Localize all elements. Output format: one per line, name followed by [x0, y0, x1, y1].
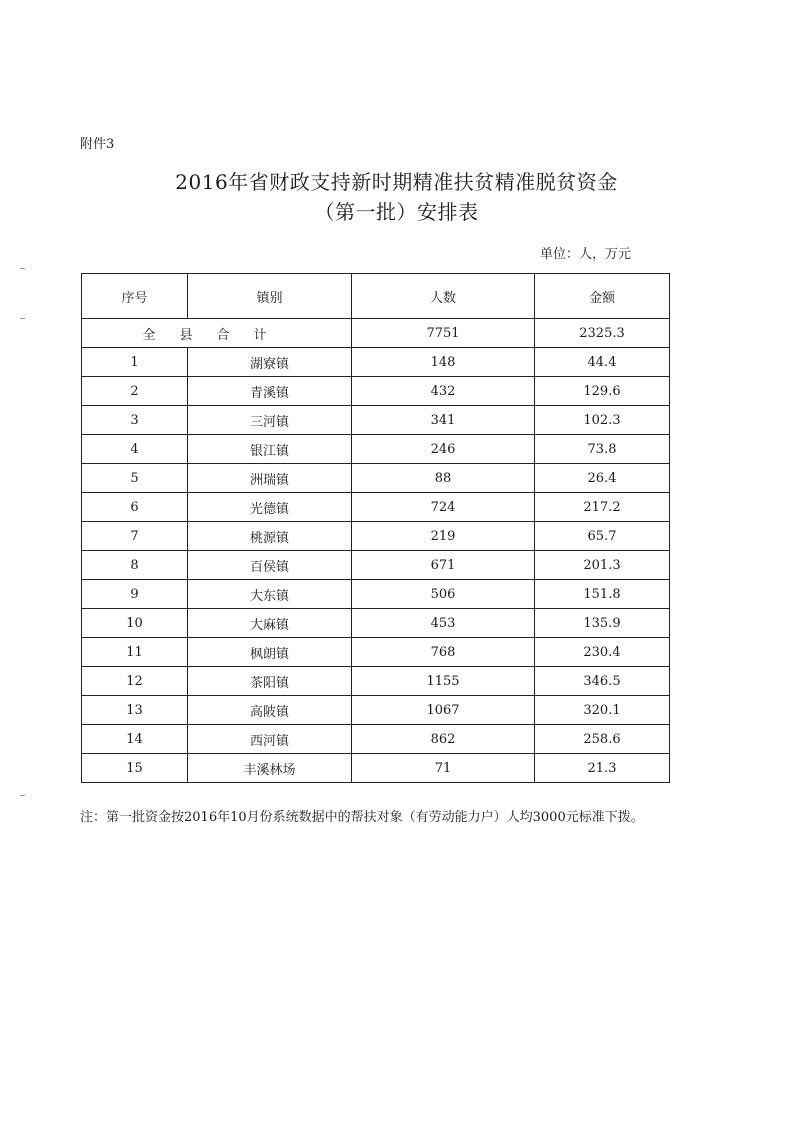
cell-people: 768 [352, 638, 535, 667]
cell-index: 6 [82, 493, 188, 522]
cell-town: 丰溪林场 [188, 754, 352, 783]
cell-amount: 320.1 [535, 696, 670, 725]
cell-index: 13 [82, 696, 188, 725]
scan-mark [20, 318, 25, 319]
cell-index: 4 [82, 435, 188, 464]
table-row [82, 696, 670, 725]
cell-index: 7 [82, 522, 188, 551]
total-amount: 2325.3 [535, 319, 670, 348]
footnote: 注：第一批资金按2016年10月份系统数据中的帮扶对象（有劳动能力户）人均3000元标准下拨。 [80, 810, 644, 825]
cell-index: 12 [82, 667, 188, 696]
cell-people: 862 [352, 725, 535, 754]
cell-amount: 44.4 [535, 348, 670, 377]
cell-town: 三河镇 [188, 406, 352, 435]
cell-amount: 73.8 [535, 435, 670, 464]
unit-label: 单位：人，万元 [540, 247, 632, 262]
cell-town: 银江镇 [188, 435, 352, 464]
header-index: 序号 [82, 274, 188, 319]
cell-town: 枫朗镇 [188, 638, 352, 667]
cell-index: 2 [82, 377, 188, 406]
scan-mark [20, 268, 25, 269]
table-row [82, 348, 670, 377]
cell-people: 453 [352, 609, 535, 638]
cell-people: 71 [352, 754, 535, 783]
scan-mark [20, 795, 25, 796]
table-row [82, 551, 670, 580]
total-people: 7751 [352, 319, 535, 348]
cell-amount: 26.4 [535, 464, 670, 493]
document-title: 2016年省财政支持新时期精准扶贫精准脱贫资金 [175, 170, 618, 194]
table-row [82, 667, 670, 696]
cell-amount: 21.3 [535, 754, 670, 783]
cell-amount: 201.3 [535, 551, 670, 580]
cell-town: 大麻镇 [188, 609, 352, 638]
cell-town: 桃源镇 [188, 522, 352, 551]
attachment-label: 附件3 [80, 137, 115, 152]
cell-index: 14 [82, 725, 188, 754]
header-people: 人数 [352, 274, 535, 319]
cell-index: 15 [82, 754, 188, 783]
cell-town: 湖寮镇 [188, 348, 352, 377]
table-header-row [82, 274, 670, 319]
allocation-table [81, 273, 670, 783]
cell-amount: 65.7 [535, 522, 670, 551]
cell-people: 341 [352, 406, 535, 435]
header-town: 镇别 [188, 274, 352, 319]
cell-index: 11 [82, 638, 188, 667]
cell-people: 1155 [352, 667, 535, 696]
cell-people: 671 [352, 551, 535, 580]
cell-people: 246 [352, 435, 535, 464]
table-row [82, 377, 670, 406]
cell-town: 青溪镇 [188, 377, 352, 406]
cell-index: 3 [82, 406, 188, 435]
cell-amount: 217.2 [535, 493, 670, 522]
cell-index: 5 [82, 464, 188, 493]
cell-amount: 346.5 [535, 667, 670, 696]
table-row [82, 435, 670, 464]
cell-people: 1067 [352, 696, 535, 725]
table-row [82, 754, 670, 783]
total-label: 全县合计 [82, 319, 352, 348]
cell-index: 10 [82, 609, 188, 638]
table-row [82, 725, 670, 754]
cell-amount: 129.6 [535, 377, 670, 406]
table-row [82, 464, 670, 493]
header-amount: 金额 [535, 274, 670, 319]
table-row [82, 406, 670, 435]
table-row [82, 493, 670, 522]
total-row [82, 319, 670, 348]
cell-town: 光德镇 [188, 493, 352, 522]
cell-amount: 258.6 [535, 725, 670, 754]
table-row [82, 522, 670, 551]
cell-town: 大东镇 [188, 580, 352, 609]
cell-people: 506 [352, 580, 535, 609]
table-row [82, 580, 670, 609]
table-row [82, 638, 670, 667]
cell-town: 百侯镇 [188, 551, 352, 580]
cell-people: 432 [352, 377, 535, 406]
cell-index: 1 [82, 348, 188, 377]
document-subtitle: （第一批）安排表 [314, 200, 479, 224]
table-row [82, 609, 670, 638]
cell-town: 茶阳镇 [188, 667, 352, 696]
cell-amount: 230.4 [535, 638, 670, 667]
cell-index: 8 [82, 551, 188, 580]
cell-amount: 151.8 [535, 580, 670, 609]
cell-town: 西河镇 [188, 725, 352, 754]
cell-people: 219 [352, 522, 535, 551]
cell-people: 724 [352, 493, 535, 522]
cell-amount: 102.3 [535, 406, 670, 435]
cell-amount: 135.9 [535, 609, 670, 638]
cell-town: 高陂镇 [188, 696, 352, 725]
cell-town: 洲瑞镇 [188, 464, 352, 493]
cell-people: 148 [352, 348, 535, 377]
cell-people: 88 [352, 464, 535, 493]
cell-index: 9 [82, 580, 188, 609]
